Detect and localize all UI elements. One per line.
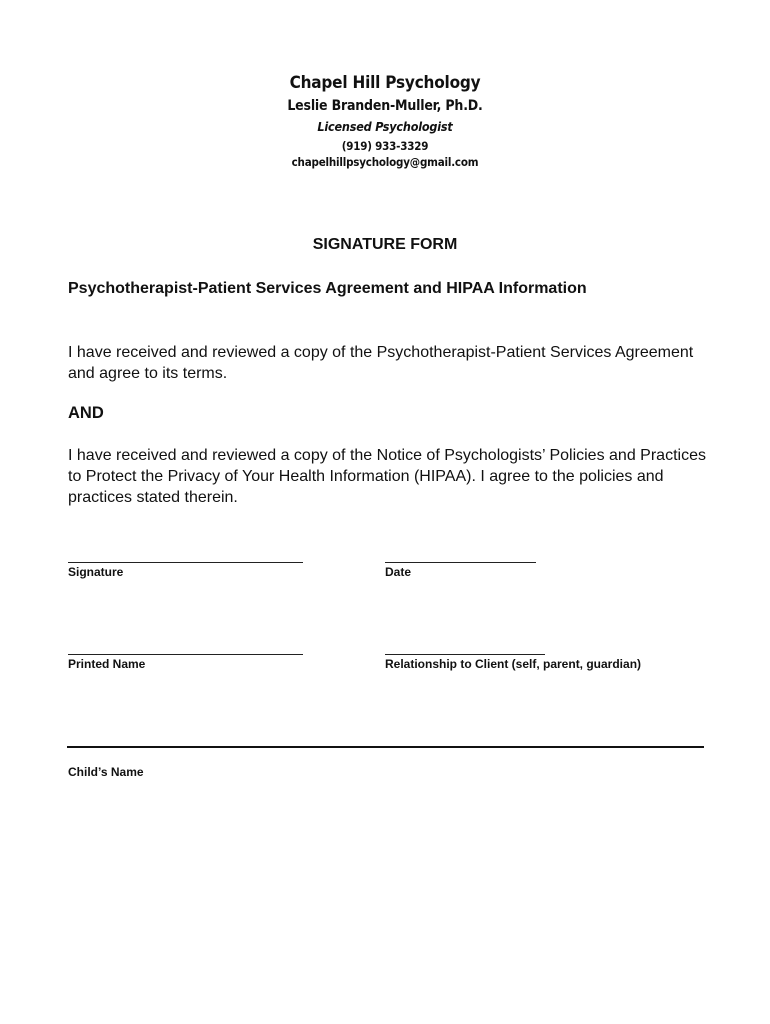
signature-label: Signature bbox=[68, 565, 124, 579]
printed-name-line[interactable] bbox=[68, 654, 303, 655]
license-title: Licensed Psychologist bbox=[317, 119, 453, 134]
signature-line[interactable] bbox=[68, 562, 303, 563]
form-subtitle: Psychotherapist-Patient Services Agreement and HIPAA Information bbox=[68, 280, 587, 297]
relationship-label: Relationship to Client (self, parent, guardian) bbox=[385, 657, 642, 671]
doctor-name: Leslie Branden-Muller, Ph.D. bbox=[287, 98, 483, 114]
printed-name-label: Printed Name bbox=[68, 657, 146, 671]
practice-name: Chapel Hill Psychology bbox=[289, 73, 481, 93]
childs-name-line[interactable] bbox=[67, 746, 704, 748]
childs-name-label: Child’s Name bbox=[68, 765, 144, 779]
and-label: AND bbox=[68, 404, 104, 422]
agreement-paragraph: I have received and reviewed a copy of the Psychotherapist-Patient Services Agreement and agree to its terms. bbox=[68, 344, 694, 382]
date-line[interactable] bbox=[385, 562, 536, 563]
hipaa-paragraph: I have received and reviewed a copy of the Notice of Psychologists’ Policies and Practices to Protect the Privacy of Your Health Information (HIPAA). I agree to the policies and practices stated therein. bbox=[68, 447, 706, 506]
relationship-line[interactable] bbox=[385, 654, 545, 655]
date-label: Date bbox=[385, 565, 412, 579]
form-title: SIGNATURE FORM bbox=[312, 236, 458, 253]
email-address: chapelhillpsychology@gmail.com bbox=[291, 155, 479, 169]
phone-number: (919) 933-3329 bbox=[341, 139, 429, 153]
